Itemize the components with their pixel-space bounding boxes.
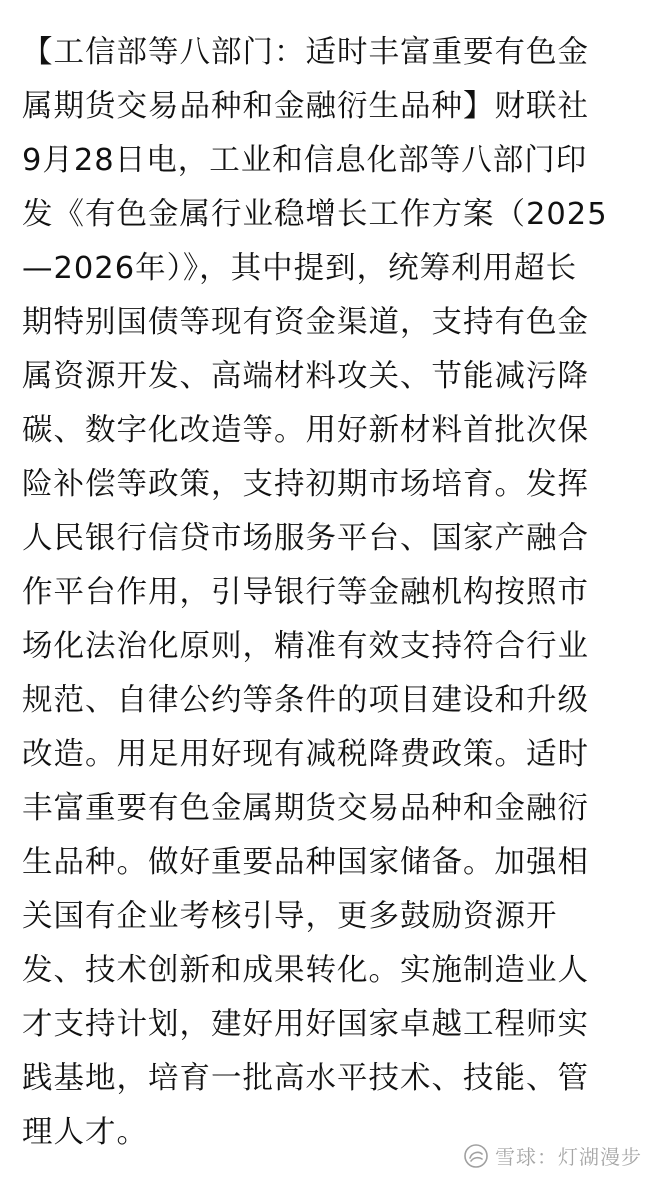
article-line: 践基地，培育一批高水平技术、技能、管 xyxy=(22,1061,589,1096)
article-body xyxy=(22,26,642,1160)
watermark-text: 雪球：灯湖漫步 xyxy=(495,1145,642,1169)
article-line: —2026年）》，其中提到，统筹利用超长 xyxy=(22,251,578,286)
article-line: 9月28日电，工业和信息化部等八部门印 xyxy=(22,143,588,178)
article-line: 险补偿等政策，支持初期市场培育。发挥 xyxy=(22,467,589,502)
article-line: 理人才。 xyxy=(22,1115,148,1150)
article-line: 发、技术创新和成果转化。实施制造业人 xyxy=(22,953,589,988)
snowball-logo-icon xyxy=(463,1143,489,1169)
article-line: 作平台作用，引导银行等金融机构按照市 xyxy=(22,575,589,610)
article-line: 期特别国债等现有资金渠道，支持有色金 xyxy=(22,305,589,340)
article-line: 才支持计划，建好用好国家卓越工程师实 xyxy=(22,1007,589,1042)
article-line: 规范、自律公约等条件的项目建设和升级 xyxy=(22,683,589,718)
article-line: 丰富重要有色金属期货交易品种和金融衍 xyxy=(22,791,589,826)
article-line: 关国有企业考核引导，更多鼓励资源开 xyxy=(22,899,558,934)
article-line: 人民银行信贷市场服务平台、国家产融合 xyxy=(22,521,589,556)
article-line: 发《有色金属行业稳增长工作方案（2025 xyxy=(22,197,608,232)
article-line: 碳、数字化改造等。用好新材料首批次保 xyxy=(22,413,589,448)
article-line: 改造。用足用好现有减税降费政策。适时 xyxy=(22,737,589,772)
article-line: 生品种。做好重要品种国家储备。加强相 xyxy=(22,845,589,880)
article-line: 【工信部等八部门：适时丰富重要有色金 xyxy=(22,35,589,70)
watermark xyxy=(463,1141,642,1170)
article-line: 属期货交易品种和金融衍生品种】财联社 xyxy=(22,89,589,124)
article-line: 属资源开发、高端材料攻关、节能减污降 xyxy=(22,359,589,394)
article-line: 场化法治化原则，精准有效支持符合行业 xyxy=(22,629,589,664)
